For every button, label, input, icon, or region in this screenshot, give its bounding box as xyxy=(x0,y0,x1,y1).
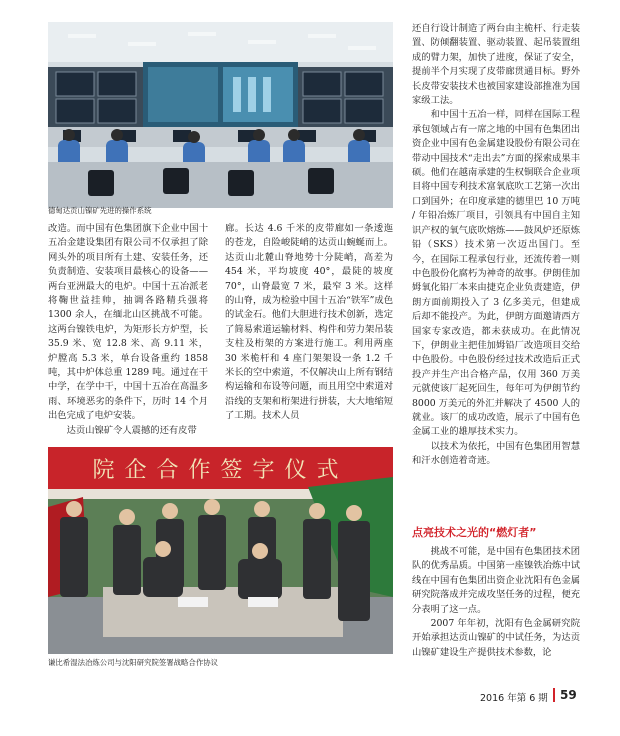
issue-label: 2016 年第 6 期 xyxy=(480,693,548,704)
page-number: 59 xyxy=(560,688,577,702)
paragraph: 2007 年年初，沈阳有色金属研究院开始承担达贡山镍矿的中试任务，为达贡山镍矿建设生产提供技术参数，论 xyxy=(412,618,580,658)
paragraph: 以技术为依托，中国有色集团用智慧和汗水创造着奇迹。 xyxy=(412,440,580,467)
right-column-text xyxy=(412,22,580,516)
paragraph: 和中国十五冶一样，同样在国际工程承包领域占有一席之地的中国有色集团出资企业中国有色金属建设股份有限公司在带动中国技术“走出去”方面的探索成果丰硕。他们在越南承建的生权铜联合企业项目将中国专利技术富氧底吹工艺第一次出口到国外；在印度承建的德里巴 10 万吨 / 年铅冶炼厂项目，引领具有中国自主知识产权的氧气底吹熔炼——鼓风炉还原炼铅（SKS）技术第一次迈出国门。至今，在国际工程承包行业，还流传着一则中色股份化腐朽为神奇的故事。伊朗佳加姆氧化铅厂本来由捷克企业负责建造，伊朗方面前期投入了 3 亿多美元，但建成后却不能投产。为此，伊朗方面邀请西方国家专家改造，都未获成功。在此情况下，伊朗业主把佳加姆铅厂改造项目交给中色股份。中色股份经过技术改造后正式投产并生产出合格产品，仅用 360 万美元就使该厂起死回生，每年可为伊朗节约 8000 万美元的外汇并解决了 4500 人的就业。该厂的成功改造，展示了中国有色金属工业的雄厚技术实力。 xyxy=(412,109,580,438)
middle-column-text xyxy=(225,222,393,444)
paragraph: 改造。而中国有色集团旗下企业中国十五冶金建设集团有限公司不仅承担了除网头外的项目所有土建、安装任务，还负责制造、安装项目最核心的设备——两台亚洲最大的电炉。中国十五冶派老将鞠世益挂帅，抽调各路精兵强将 1300 余人，在缅北山区挑战不可能。这两台镍铁电炉，为矩形长方炉型，长 35.9 米、宽 12.8 米、高 9.11 米，炉膛高 5.3 米，单台设备重约 1858 吨，其中炉体总重 1289 吨。通过在干中学，在学中干，中国十五冶在高温多雨、环境恶劣的条件下，历时 14 个月出色完成了电炉安装。 xyxy=(48,223,208,422)
control-room-photo xyxy=(48,22,393,208)
paragraph: 廊。长达 4.6 千米的皮带廊如一条逶迤的苍龙，自险峻陡峭的达贡山蜿蜒而上。达贡山北麓山脊地势十分陡峭，高差为 454 米，平均坡度 40°，最陡的坡度 70°，山脊最宽 7 米，最窄 3 米。这样的山脊，成为检验中国十五冶“铁军”成色的试金石。他们大胆进行技术创新，选定了简易索道运输材料、构件和劳力架吊装支柱及桁架的方案进行施工。利用两座 30 米桅杆和 4 座门架架设一条 1.2 千米长的空中索道，不仅解决山上所有钢结构运输和布设等问题，而且用空中索道对沿线的支架和桁架进行拼装，大大地缩短了工期。技术人员 xyxy=(225,223,393,422)
section-heading: 点亮技术之光的“燃灯者” xyxy=(412,526,537,539)
footer-divider xyxy=(553,688,555,702)
paragraph: 达贡山镍矿令人震撼的还有皮带 xyxy=(66,424,197,436)
paragraph: 还自行设计制造了两台由主桅杆、行走装置、防倾翻装置、驱动装置、起吊装置组成的臂力架，加快了进度，保证了安全，提前半个月实现了皮带廊贯通目标。野外长皮带安装技术也被国家建设部推准为国家级工法。 xyxy=(412,23,580,107)
paragraph: 挑战不可能，是中国有色集团技术团队的优秀品质。中国第一座镍铁冶炼中试线在中国有色集团出资企业沈阳有色金属研究院落成并完成攻坚任务的过程，便充分表明了这一点。 xyxy=(412,546,580,615)
left-column-text xyxy=(48,222,208,444)
banner-text: 院企合作签字仪式 xyxy=(92,458,349,483)
signing-ceremony-photo xyxy=(48,447,393,654)
photo1-caption: 德甸达贡山镍矿先进的操作系统 xyxy=(48,206,152,215)
right-column-text-2 xyxy=(412,545,580,683)
photo2-caption: 谦比希湿法冶炼公司与沈阳研究院签署战略合作协议 xyxy=(48,658,218,667)
